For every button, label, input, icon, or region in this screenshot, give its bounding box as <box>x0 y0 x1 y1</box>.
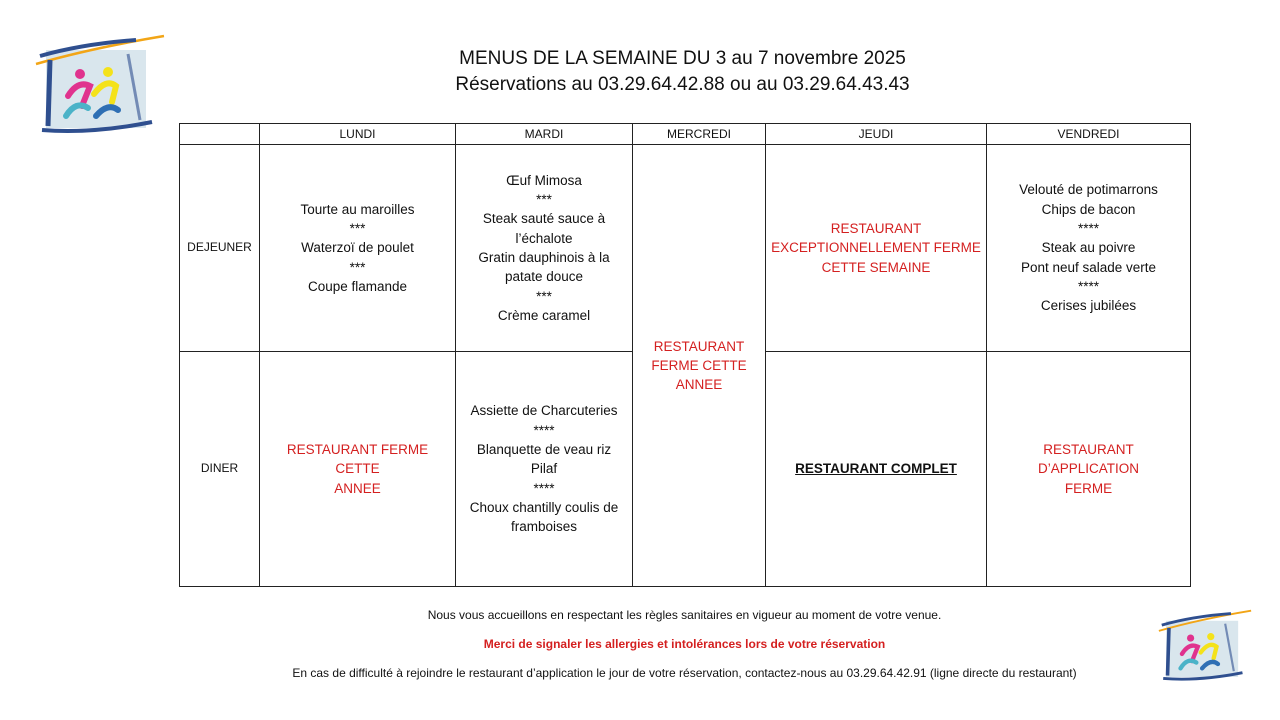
menu-line: patate douce <box>504 269 584 285</box>
closed-notice-line: ANNEE <box>675 377 723 393</box>
closed-notice-line: RESTAURANT <box>653 338 745 354</box>
menu-cell-vendredi-dejeuner <box>987 145 1191 352</box>
closed-notice-line: RESTAURANT <box>830 221 922 237</box>
menu-line: Steak sauté sauce à <box>482 211 606 227</box>
day-header-mercredi: MERCREDI <box>633 124 766 145</box>
weekly-menu-table <box>179 123 1191 587</box>
day-header-jeudi: JEUDI <box>766 124 987 145</box>
menu-line: Waterzoï de poulet <box>301 240 414 256</box>
page-header <box>300 46 1065 98</box>
allergy-notice: Merci de signaler les allergies et intolérances lors de votre réservation <box>483 637 886 651</box>
table-header-row <box>180 124 1191 145</box>
menu-line: Œuf Mimosa <box>506 172 582 188</box>
row-label-dejeuner: DEJEUNER <box>180 145 260 352</box>
closed-notice-line: RESTAURANT <box>1043 442 1134 458</box>
menu-line: l’échalote <box>515 230 573 246</box>
closed-notice-line: RESTAURANT FERME CETTE <box>286 442 429 477</box>
menu-cell-mardi-diner <box>456 352 633 587</box>
menu-line: Steak au poivre <box>1041 240 1136 256</box>
table-row-dejeuner <box>180 145 1191 352</box>
sanitary-notice: Nous vous accueillons en respectant les règles sanitaires en vigueur au moment de votre venue. <box>427 608 942 622</box>
menu-line: Crème caramel <box>497 307 591 323</box>
page-title: MENUS DE LA SEMAINE DU 3 au 7 novembre 2025 <box>459 48 906 69</box>
menu-cell-lundi-dejeuner <box>260 145 456 352</box>
menu-cell-vendredi-diner <box>987 352 1191 587</box>
menu-line: *** <box>349 259 366 275</box>
closed-notice-line: CETTE SEMAINE <box>821 259 931 275</box>
menu-line: **** <box>533 480 555 496</box>
menu-cell-jeudi-diner <box>766 352 987 587</box>
page-footer <box>179 606 1190 693</box>
school-logo <box>32 30 168 140</box>
menu-line: Pilaf <box>530 461 558 477</box>
menu-line: Velouté de potimarrons <box>1019 182 1158 198</box>
closed-notice-line: D’APPLICATION <box>1037 461 1140 477</box>
menu-line: Chips de bacon <box>1041 201 1136 217</box>
menu-line: Coupe flamande <box>307 278 408 294</box>
menu-cell-mardi-dejeuner <box>456 145 633 352</box>
day-header-vendredi: VENDREDI <box>987 124 1191 145</box>
day-header-mardi: MARDI <box>456 124 633 145</box>
contact-notice: En cas de difficulté à rejoindre le restaurant d’application le jour de votre réservation, contactez-nous au 03.29.64.42.91 (ligne directe du restaurant) <box>292 666 1077 680</box>
menu-line: Choux chantilly coulis de <box>469 499 619 515</box>
corner-cell <box>180 124 260 145</box>
menu-line: *** <box>536 192 552 208</box>
menu-line: **** <box>533 422 555 438</box>
school-logo-small <box>1156 604 1254 688</box>
menu-cell-lundi-diner <box>260 352 456 587</box>
menu-line: Cerises jubilées <box>1040 298 1137 314</box>
closed-notice-line: FERME CETTE <box>651 357 747 373</box>
row-label-diner: DINER <box>180 352 260 587</box>
menu-line: *** <box>349 221 366 237</box>
closed-notice-line: FERME <box>1064 480 1113 496</box>
menu-cell-jeudi-dejeuner <box>766 145 987 352</box>
menu-line: Pont neuf salade verte <box>1020 259 1157 275</box>
menu-line: **** <box>1077 278 1099 294</box>
menu-line: *** <box>536 288 552 304</box>
reservation-phone: Réservations au 03.29.64.42.88 ou au 03.29.64.43.43 <box>455 74 910 95</box>
closed-notice-line: ANNEE <box>334 480 381 496</box>
menu-line: Gratin dauphinois à la <box>478 250 610 265</box>
menu-line: Blanquette de veau riz <box>476 442 612 458</box>
menu-line: framboises <box>510 519 578 535</box>
menu-line: Assiette de Charcuteries <box>470 403 618 419</box>
menu-line: Tourte au maroilles <box>300 201 415 217</box>
closed-notice-line: EXCEPTIONNELLEMENT FERME <box>771 240 981 256</box>
day-header-lundi: LUNDI <box>260 124 456 145</box>
menu-line: **** <box>1077 221 1099 237</box>
full-notice: RESTAURANT COMPLET <box>795 461 957 477</box>
menu-cell-mercredi-closed <box>633 145 766 587</box>
